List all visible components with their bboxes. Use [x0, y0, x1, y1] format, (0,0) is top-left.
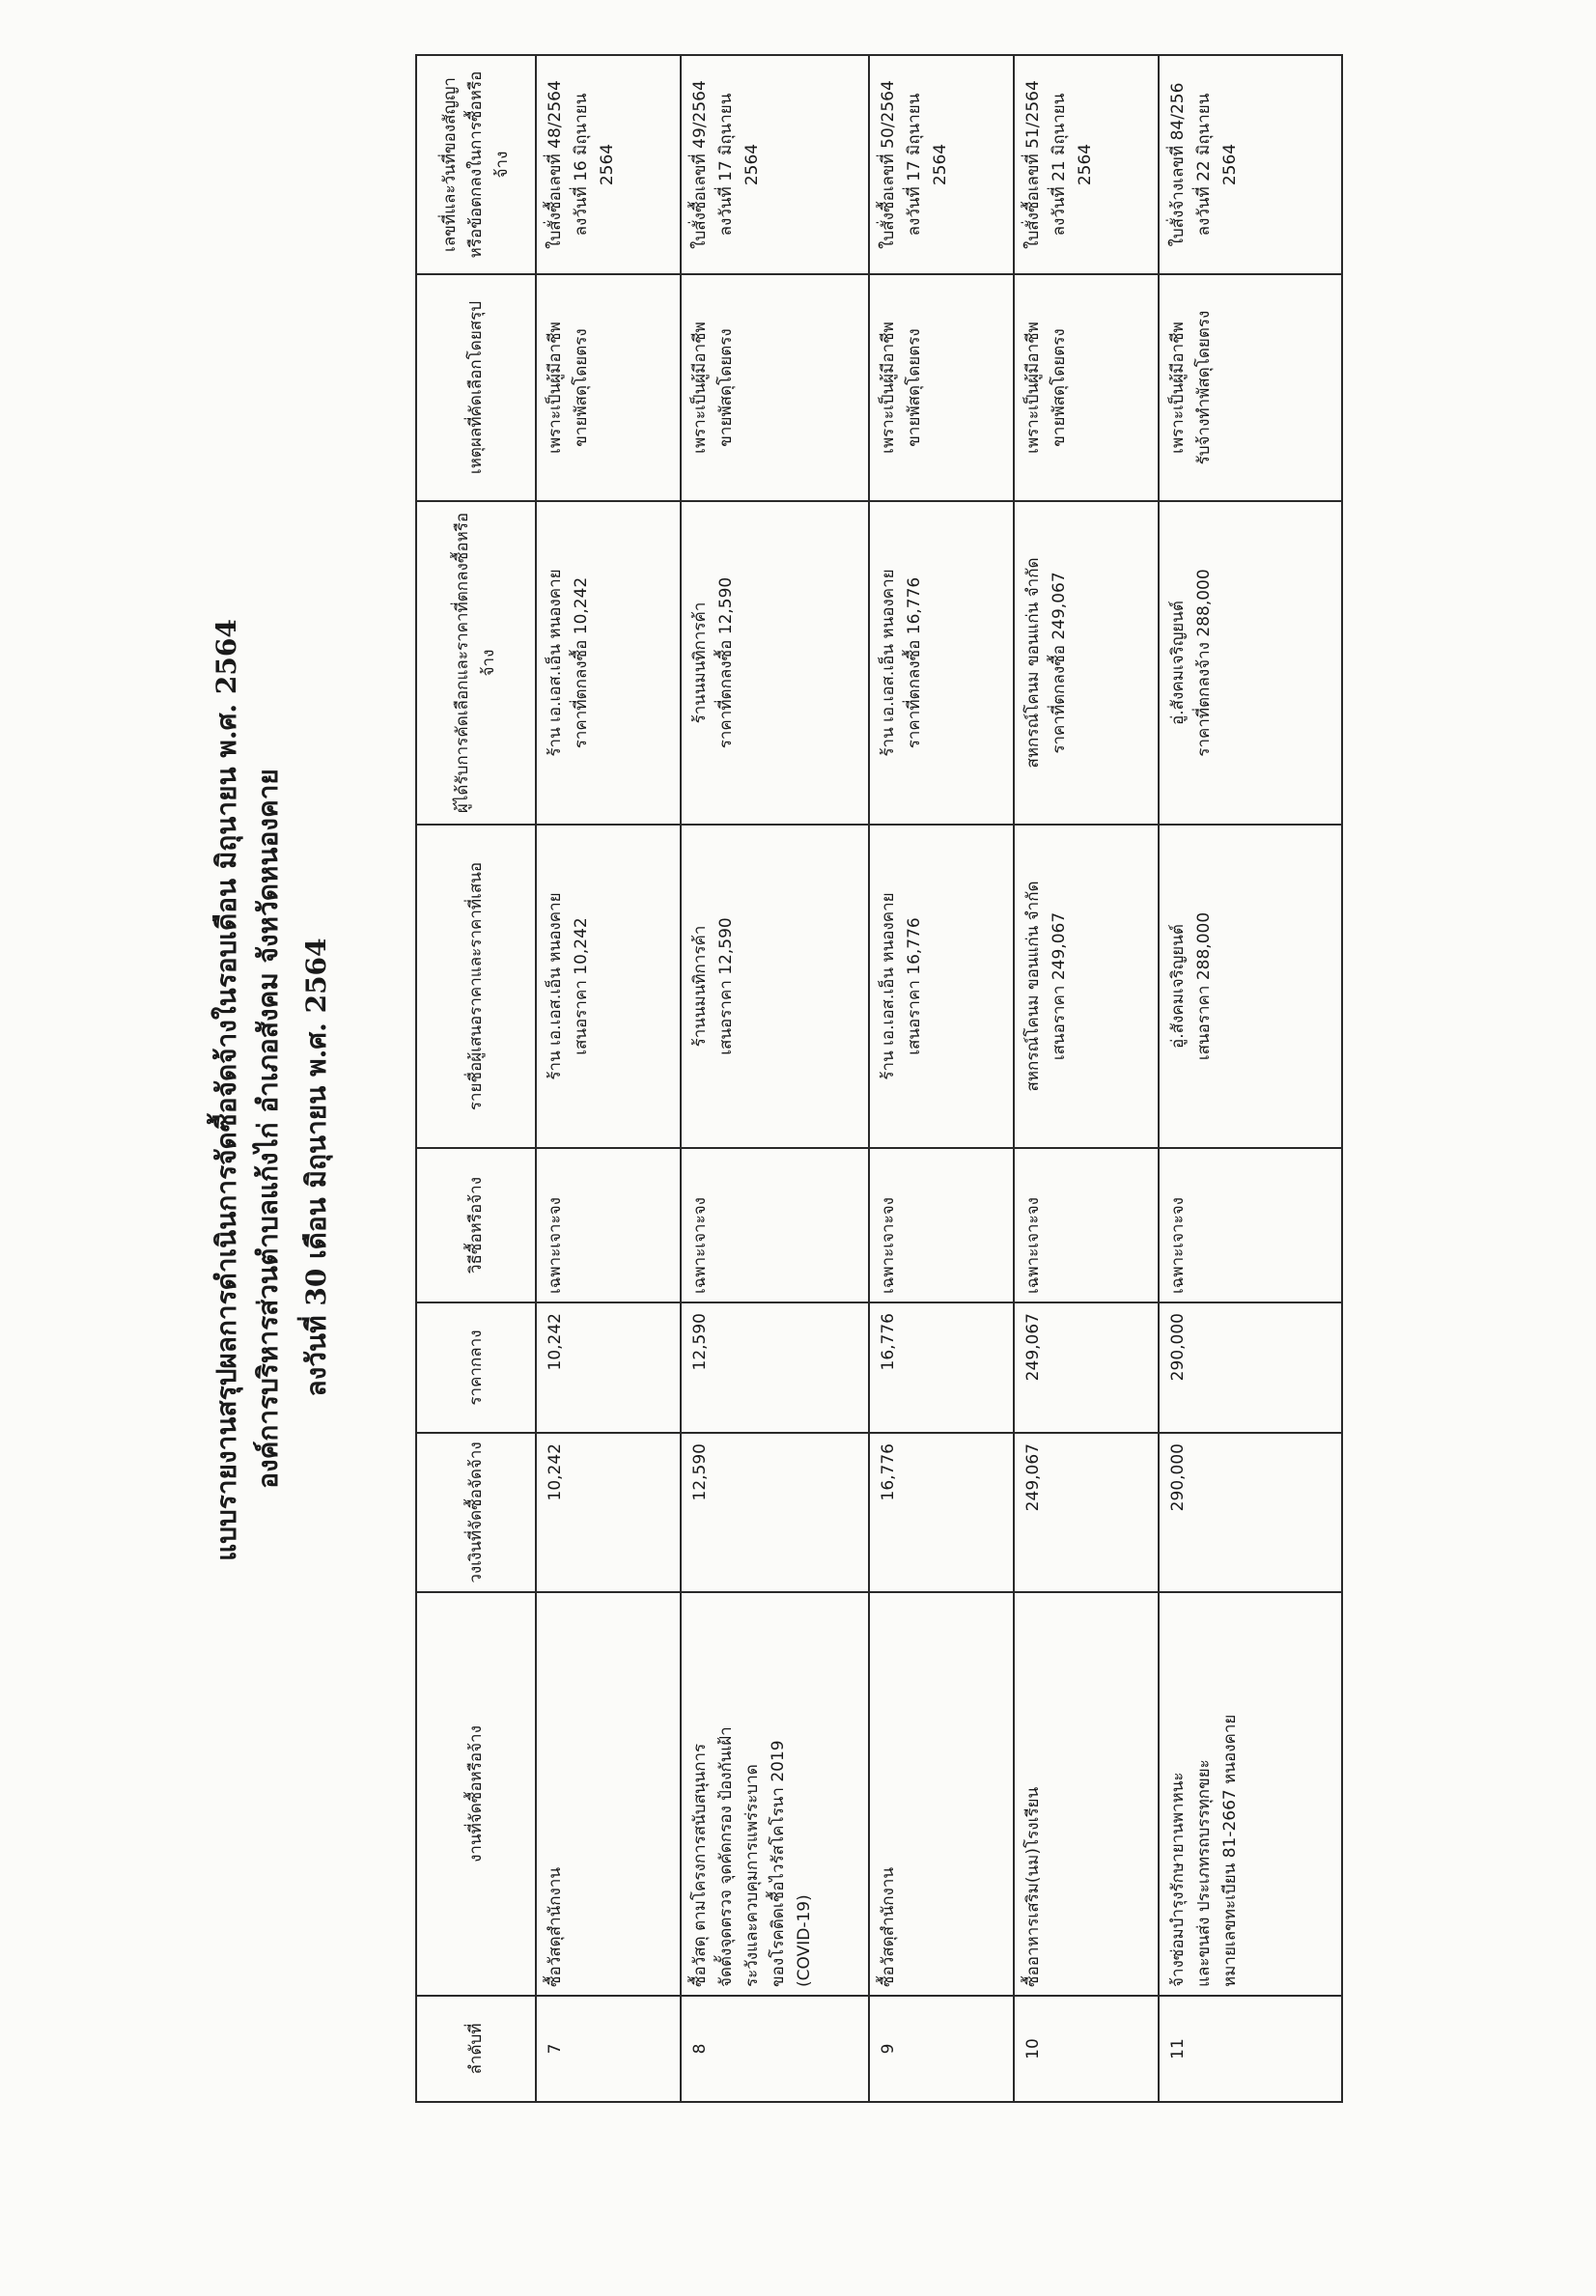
- median-price: 12,590: [681, 1302, 869, 1433]
- row-number: 10: [1014, 1996, 1159, 2102]
- row-number: 11: [1159, 1996, 1342, 2102]
- bid-price: เสนอราคา 288,000: [1194, 911, 1214, 1061]
- bid-price: เสนอราคา 10,242: [572, 917, 591, 1055]
- work-line: และขนส่ง ประเภทรถบรรทุกขยะ: [1194, 1759, 1214, 1987]
- reason-cell: [1159, 274, 1342, 501]
- work-line: ซื้ออาหารเสริม(นม)โรงเรียน: [1023, 1786, 1043, 1987]
- column-header-work: งานที่จัดซื้อหรือจ้าง: [416, 1592, 536, 1996]
- column-header-selected: ผู้ได้รับการคัดเลือกและราคาที่ตกลงซื้อหรือจ้าง: [416, 501, 536, 825]
- procurement-method: เฉพาะเจาะจง: [1159, 1148, 1342, 1302]
- median-price: 249,067: [1014, 1302, 1159, 1433]
- contract-year: 2564: [598, 143, 617, 186]
- report-date: ลงวันที่ 30 เดือน มิถุนายน พ.ศ. 2564: [300, 938, 332, 1397]
- selected-cell: [681, 501, 869, 825]
- selected-cell: [869, 501, 1014, 825]
- reason-line: ขายพัสดุโดยตรง: [905, 328, 924, 447]
- selected-name: ร้านนมนทิการค้า: [690, 602, 710, 724]
- report-title: แบบรายงานสรุปผลการดำเนินการจัดซื้อจัดจ้างในรอบเดือน มิถุนายน พ.ศ. 2564: [210, 619, 242, 1561]
- agreed-price: ราคาที่ตกลงซื้อ 10,242: [572, 576, 591, 749]
- contract-number: ใบสั่งซื้อเลขที่ 50/2564: [879, 80, 898, 249]
- reason-cell: [1014, 274, 1159, 501]
- column-header-method: วิธีซื้อหรือจ้าง: [416, 1148, 536, 1302]
- selected-name: ร้าน เอ.เอส.เอ็น หนองคาย: [879, 569, 898, 757]
- contract-date: ลงวันที่ 16 มิถุนายน: [572, 93, 591, 237]
- bid-price: เสนอราคา 249,067: [1050, 911, 1069, 1061]
- column-header-reason: เหตุผลที่คัดเลือกโดยสรุป: [416, 274, 536, 501]
- column-header-no: ลำดับที่: [416, 1996, 536, 2102]
- table-header-row: [416, 55, 536, 2102]
- contract-number: ใบสั่งซื้อเลขที่ 51/2564: [1023, 80, 1043, 249]
- column-header-contract: เลขที่และวันที่ของสัญญาหรือข้อตกลงในการซื้อหรือจ้าง: [416, 55, 536, 274]
- contract-year: 2564: [1220, 143, 1240, 186]
- contract-cell: [536, 55, 681, 274]
- column-header-median-price: ราคากลาง: [416, 1302, 536, 1433]
- table-row: [536, 55, 681, 2102]
- selected-name: อู่.สังคมเจริญยนต์: [1168, 601, 1188, 725]
- reason-line: ขายพัสดุโดยตรง: [572, 328, 591, 447]
- organization-name: องค์การบริหารส่วนตำบลแก้งไก่ อำเภอสังคม จังหวัดหนองคาย: [252, 769, 284, 1489]
- contract-date: ลงวันที่ 22 มิถุนายน: [1194, 93, 1214, 237]
- work-line: จ้างซ่อมบำรุงรักษายานพาหนะ: [1168, 1772, 1188, 1987]
- contract-cell: [1159, 55, 1342, 274]
- bid-price: เสนอราคา 16,776: [905, 917, 924, 1055]
- agreed-price: ราคาที่ตกลงจ้าง 288,000: [1194, 569, 1214, 757]
- median-price: 16,776: [869, 1302, 1014, 1433]
- work-description: [536, 1592, 681, 1996]
- selected-name: สหกรณ์โคนม ขอนแก่น จำกัด: [1023, 557, 1043, 769]
- table-row: [681, 55, 869, 2102]
- work-line: ซื้อวัสดุสำนักงาน: [879, 1866, 898, 1987]
- bidders-cell: [1159, 825, 1342, 1148]
- table-row: [1014, 55, 1159, 2102]
- contract-cell: [681, 55, 869, 274]
- procurement-table: [415, 54, 1343, 2103]
- selected-cell: [536, 501, 681, 825]
- reason-line: ขายพัสดุโดยตรง: [1050, 328, 1069, 447]
- contract-number: ใบสั่งจ้างเลขที่ 84/256: [1168, 82, 1188, 247]
- procurement-method: เฉพาะเจาะจง: [1014, 1148, 1159, 1302]
- work-line: หมายเลขทะเบียน 81-2667 หนองคาย: [1220, 1714, 1240, 1987]
- agreed-price: ราคาที่ตกลงซื้อ 12,590: [716, 576, 736, 749]
- reason-cell: [869, 274, 1014, 501]
- report-header: [0, 0, 332, 2257]
- row-number: 7: [536, 1996, 681, 2102]
- budget-amount: 12,590: [681, 1433, 869, 1592]
- reason-line: เพราะเป็นผู้มีอาชีพ: [690, 322, 710, 454]
- row-number: 8: [681, 1996, 869, 2102]
- median-price: 10,242: [536, 1302, 681, 1433]
- contract-cell: [1014, 55, 1159, 274]
- column-header-budget: วงเงินที่จัดซื้อจัดจ้าง: [416, 1433, 536, 1592]
- contract-year: 2564: [931, 143, 950, 186]
- reason-cell: [536, 274, 681, 501]
- bidders-cell: [681, 825, 869, 1148]
- bidder-name: ร้านนมนทิการค้า: [690, 925, 710, 1048]
- work-description: [1159, 1592, 1342, 1996]
- reason-line: เพราะเป็นผู้มีอาชีพ: [1023, 322, 1043, 454]
- bidder-name: ร้าน เอ.เอส.เอ็น หนองคาย: [546, 892, 565, 1080]
- budget-amount: 16,776: [869, 1433, 1014, 1592]
- budget-amount: 10,242: [536, 1433, 681, 1592]
- procurement-method: เฉพาะเจาะจง: [536, 1148, 681, 1302]
- reason-line: ขายพัสดุโดยตรง: [716, 328, 736, 447]
- bidder-name: ร้าน เอ.เอส.เอ็น หนองคาย: [879, 892, 898, 1080]
- selected-cell: [1014, 501, 1159, 825]
- bid-price: เสนอราคา 12,590: [716, 917, 736, 1055]
- contract-cell: [869, 55, 1014, 274]
- reason-cell: [681, 274, 869, 501]
- table-row: [869, 55, 1014, 2102]
- reason-line: เพราะเป็นผู้มีอาชีพ: [546, 322, 565, 454]
- column-header-bidders: รายชื่อผู้เสนอราคาและราคาที่เสนอ: [416, 825, 536, 1148]
- procurement-method: เฉพาะเจาะจง: [869, 1148, 1014, 1302]
- reason-line: เพราะเป็นผู้มีอาชีพ: [879, 322, 898, 454]
- contract-date: ลงวันที่ 21 มิถุนายน: [1050, 93, 1069, 237]
- work-description: [681, 1592, 869, 1996]
- work-line: ของโรคติดเชื้อไวรัสโคโรนา 2019: [769, 1740, 788, 1987]
- agreed-price: ราคาที่ตกลงซื้อ 16,776: [905, 576, 924, 749]
- budget-amount: 290,000: [1159, 1433, 1342, 1592]
- reason-line: รับจ้างทำพัสดุโดยตรง: [1194, 310, 1214, 465]
- agreed-price: ราคาที่ตกลงซื้อ 249,067: [1050, 572, 1069, 754]
- selected-cell: [1159, 501, 1342, 825]
- bidders-cell: [869, 825, 1014, 1148]
- contract-number: ใบสั่งซื้อเลขที่ 49/2564: [690, 80, 710, 249]
- contract-date: ลงวันที่ 17 มิถุนายน: [716, 93, 736, 237]
- table-row: [1159, 55, 1342, 2102]
- work-description: [1014, 1592, 1159, 1996]
- work-description: [869, 1592, 1014, 1996]
- contract-year: 2564: [742, 143, 762, 186]
- work-line: ซื้อวัสดุ ตามโครงการสนับสนุนการ: [690, 1743, 710, 1987]
- selected-name: ร้าน เอ.เอส.เอ็น หนองคาย: [546, 569, 565, 757]
- budget-amount: 249,067: [1014, 1433, 1159, 1592]
- contract-number: ใบสั่งซื้อเลขที่ 48/2564: [546, 80, 565, 249]
- contract-date: ลงวันที่ 17 มิถุนายน: [905, 93, 924, 237]
- row-number: 9: [869, 1996, 1014, 2102]
- work-line: (COVID-19): [795, 1894, 814, 1987]
- bidder-name: สหกรณ์โคนม ขอนแก่น จำกัด: [1023, 881, 1043, 1092]
- bidder-name: อู่.สังคมเจริญยนต์: [1168, 924, 1188, 1049]
- reason-line: เพราะเป็นผู้มีอาชีพ: [1168, 322, 1188, 454]
- work-line: ซื้อวัสดุสำนักงาน: [546, 1866, 565, 1987]
- procurement-method: เฉพาะเจาะจง: [681, 1148, 869, 1302]
- work-line: จัดตั้งจุดตรวจ จุดคัดกรอง ป้องกันเฝ้า: [716, 1726, 736, 1987]
- bidders-cell: [536, 825, 681, 1148]
- bidders-cell: [1014, 825, 1159, 1148]
- work-line: ระวังและควบคุมการแพร่ระบาด: [742, 1764, 762, 1987]
- contract-year: 2564: [1076, 143, 1095, 186]
- median-price: 290,000: [1159, 1302, 1342, 1433]
